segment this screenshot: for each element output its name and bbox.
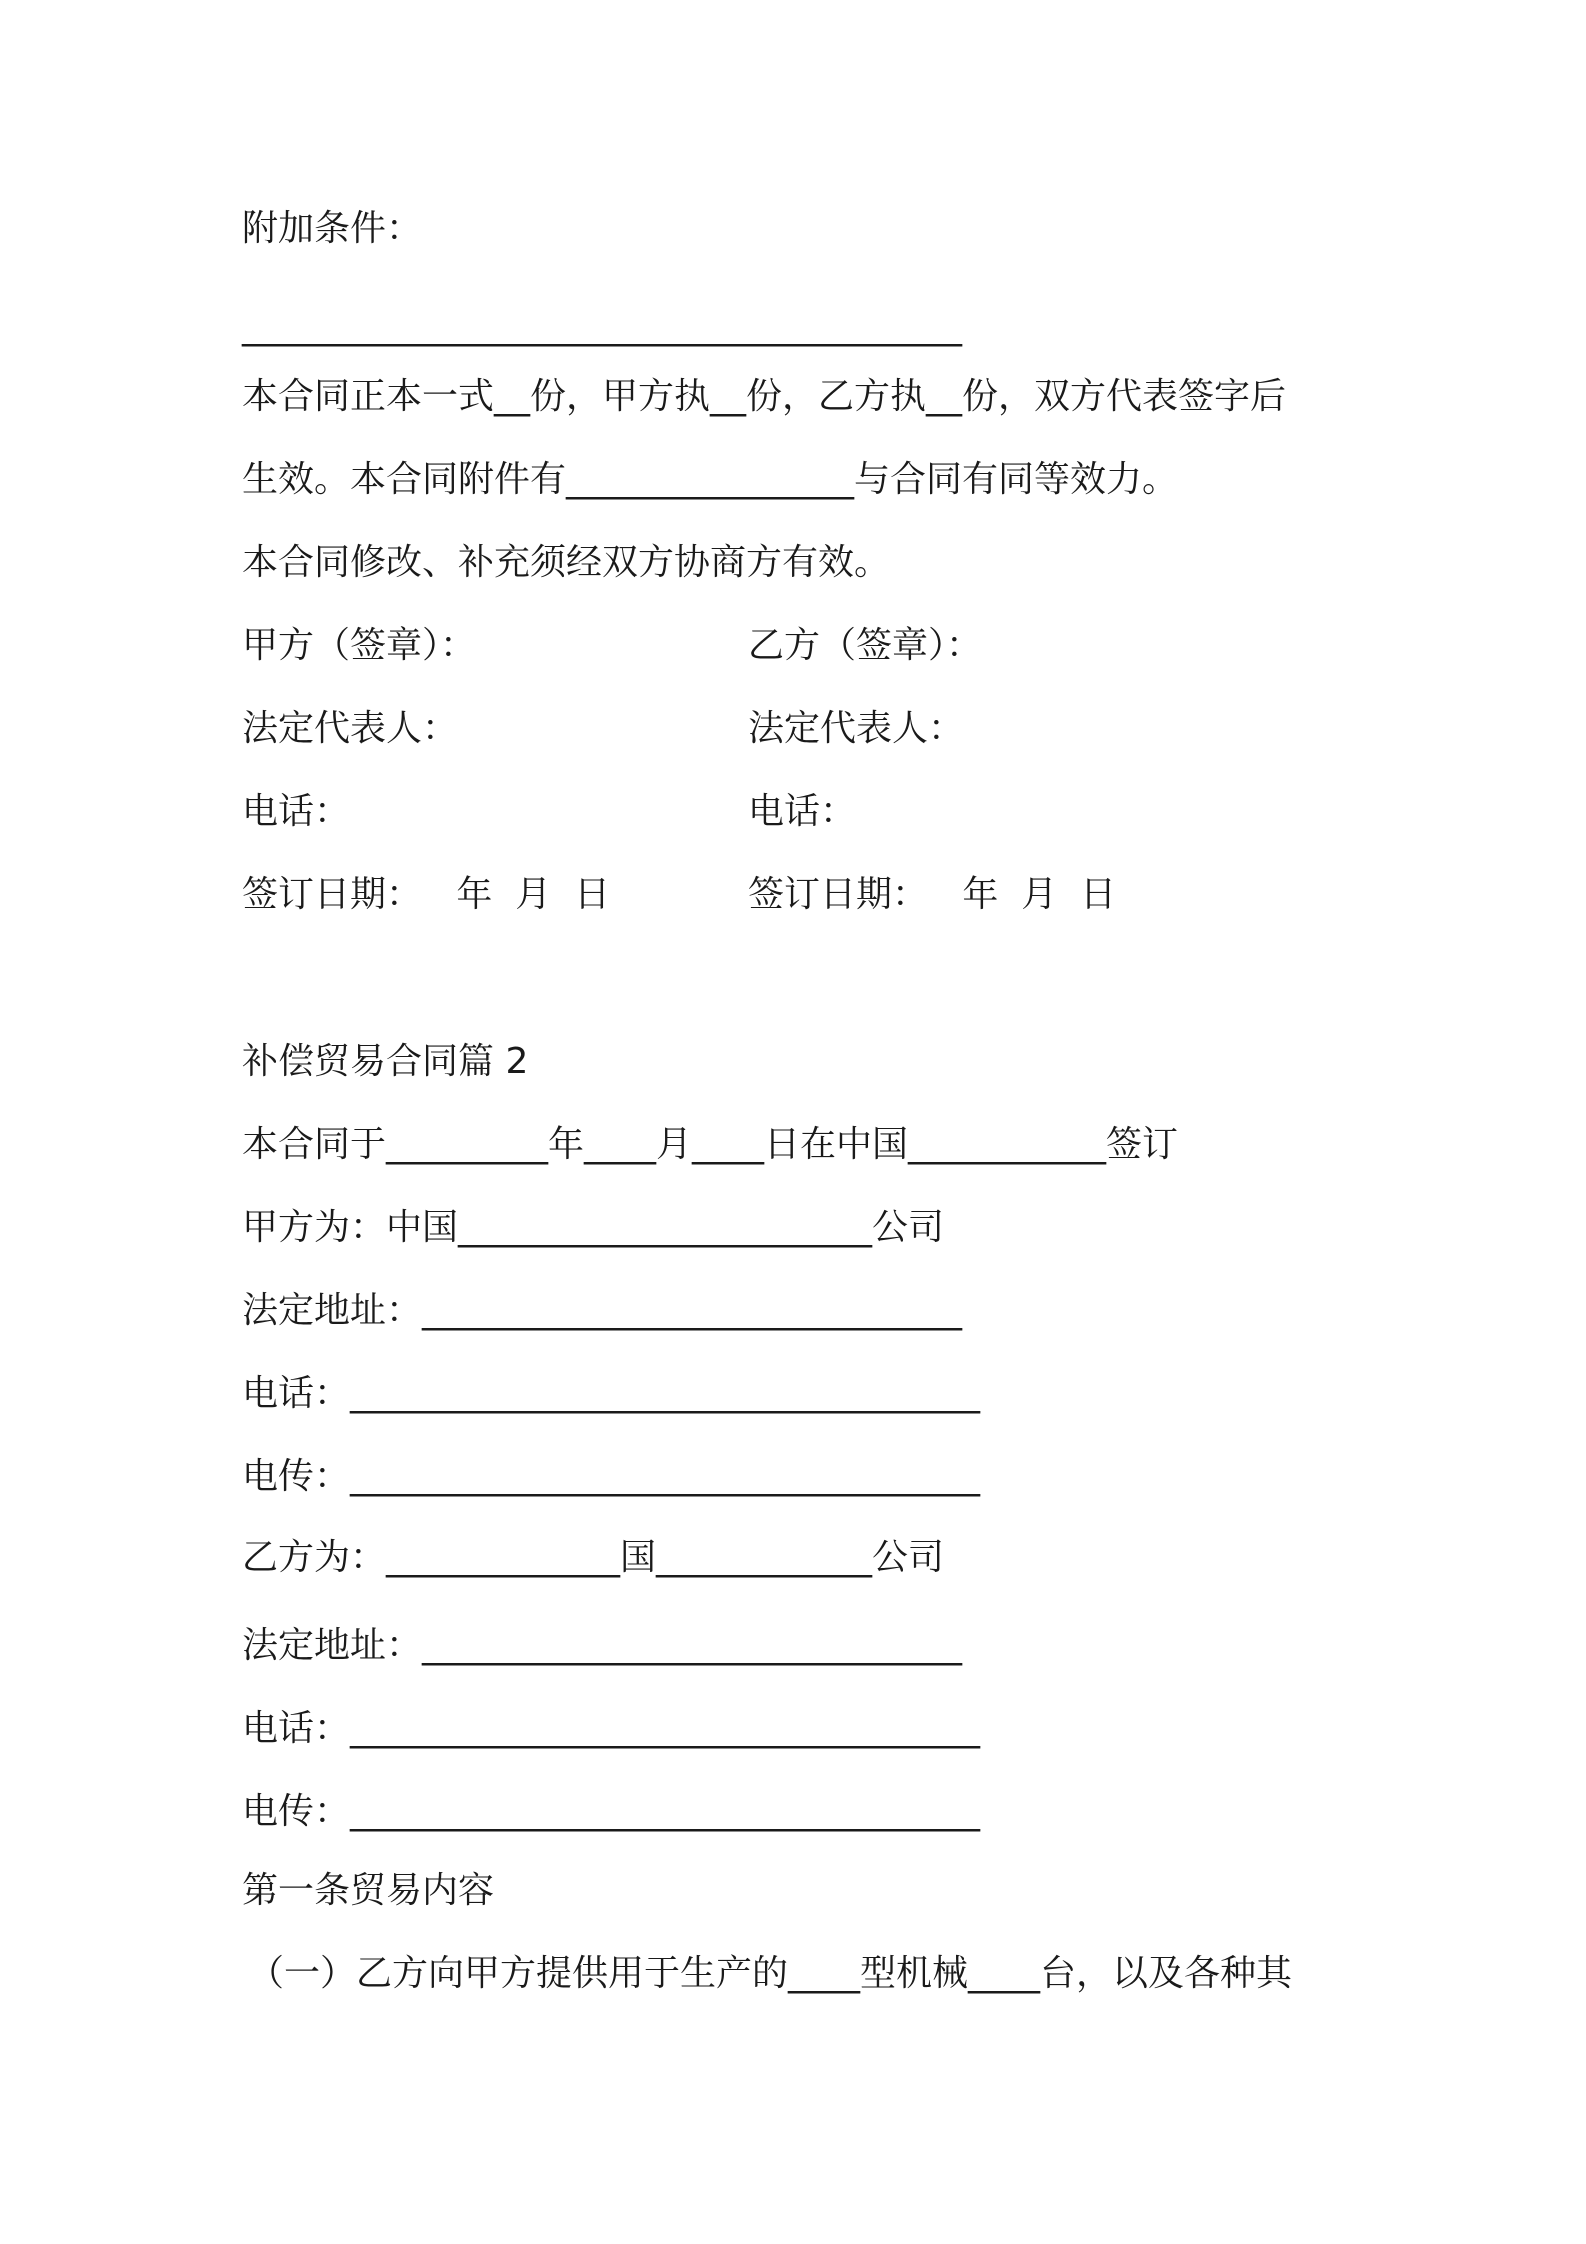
party-a-seal-label: 甲方（签章）： [242, 625, 477, 666]
extra-conditions-blank: ________________________________________ [242, 306, 962, 347]
party-b-date-label: 签订日期： 年 月 日 [748, 874, 1117, 915]
party-b-phone-line: 电话：___________________________________ [242, 1708, 981, 1749]
party-b-address-line: 法定地址：______________________________ [242, 1625, 963, 1666]
party-a-rep-label: 法定代表人： [242, 708, 459, 749]
effect-clause: 生效。本合同附件有________________与合同有同等效力。 [242, 459, 1179, 500]
party-a-name-line: 甲方为：中国_______________________公司 [242, 1207, 945, 1248]
party-b-name-line: 乙方为：_____________国____________公司 [242, 1537, 945, 1578]
party-a-date-label: 签订日期： 年 月 日 [242, 874, 611, 915]
article-1-title: 第一条贸易内容 [242, 1870, 495, 1911]
party-b-fax-line: 电传：___________________________________ [242, 1791, 981, 1832]
party-b-phone-label: 电话： [748, 791, 857, 832]
article-1-item-1: （一）乙方向甲方提供用于生产的____型机械____台，以及各种其 [248, 1953, 1293, 1994]
party-a-address-line: 法定地址：______________________________ [242, 1290, 963, 1331]
party-b-rep-label: 法定代表人： [748, 708, 965, 749]
extra-conditions-label: 附加条件： [242, 208, 423, 249]
amendment-clause: 本合同修改、补充须经双方协商方有效。 [242, 542, 891, 583]
party-a-phone-line: 电话：___________________________________ [242, 1373, 981, 1414]
party-b-seal-label: 乙方（签章）： [748, 625, 983, 666]
signing-clause: 本合同于_________年____月____日在中国___________签订 [242, 1124, 1179, 1165]
party-a-fax-line: 电传：___________________________________ [242, 1456, 981, 1497]
party-a-phone-label: 电话： [242, 791, 351, 832]
section-title: 补偿贸易合同篇 2 [242, 1041, 529, 1082]
copies-clause: 本合同正本一式__份，甲方执__份，乙方执__份，双方代表签字后 [242, 376, 1287, 417]
